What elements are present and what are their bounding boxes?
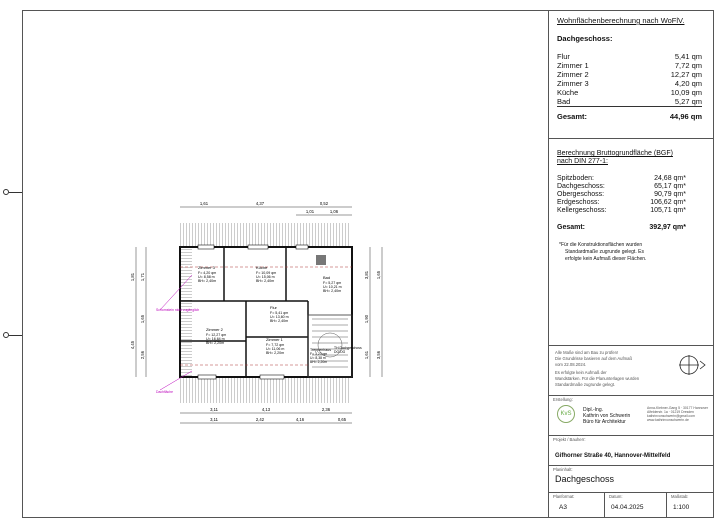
dim-top: 1,01 (305, 209, 315, 214)
projekt-section (549, 435, 714, 465)
planinhalt-section (549, 465, 714, 492)
room-kueche (256, 265, 276, 283)
bgf-note: *Für die Konstruktionsflächen wurden (559, 242, 643, 248)
dim-right: 3,56 (376, 350, 381, 360)
chimney (316, 255, 326, 265)
room-flur (270, 305, 289, 323)
window (248, 245, 268, 249)
dim-bottom: 3,11 (210, 407, 218, 412)
window (296, 245, 308, 249)
note-line: vom 22.08.2024. (555, 362, 587, 367)
svg-text:BH= 2,20m: BH= 2,20m (266, 351, 285, 355)
wohnflaeche-row: Küche 10,09 qm (557, 88, 702, 97)
annotation-roof: Dachfläche (156, 390, 173, 394)
svg-text:U= 15,06 m: U= 15,06 m (256, 275, 275, 279)
svg-text:BH= 2,40m: BH= 2,40m (270, 319, 289, 323)
architect-address: kathrinvonschwerin@gmail.com (647, 414, 695, 418)
svg-text:Bad: Bad (323, 275, 331, 280)
dim-bottom: 3,11 (210, 417, 218, 422)
room-bad (323, 275, 342, 293)
wohnflaeche-row: Zimmer 1 7,72 qm (557, 61, 702, 70)
svg-text:F= 5,27 qm: F= 5,27 qm (323, 281, 342, 285)
dim-top: 0,52 (319, 201, 329, 206)
wohnflaeche-row: Bad 5,27 qm (557, 97, 702, 106)
dim-top: 4,37 (255, 201, 265, 206)
svg-text:Zimmer 3: Zimmer 3 (198, 265, 215, 270)
dim-bottom: 4,16 (295, 417, 305, 422)
svg-text:BH= 2,20m: BH= 2,20m (310, 360, 328, 364)
roof-hatch-bottom (180, 377, 350, 403)
window (198, 375, 216, 379)
dim-bottom: 4,13 (261, 407, 271, 412)
room-treppenhaus (310, 348, 331, 364)
wohnflaeche-title: Wohnflächenberechnung nach WoFlV. (557, 16, 685, 25)
svg-text:BH= 2,40m: BH= 2,40m (256, 279, 275, 283)
bgf-note: erfolgte kein Aufmaß dieser Flächen. (565, 256, 647, 262)
architect-name: Dipl.-Ing. (583, 407, 604, 413)
svg-text:TH Dachgeschoss: TH Dachgeschoss (334, 346, 362, 350)
plan-meta-section (549, 492, 714, 518)
wohnflaeche-row: Zimmer 3 4,20 qm (557, 79, 702, 88)
dim-bottom: 2,36 (321, 407, 331, 412)
architect-address: Alfelderstr. 1a · 01219 Dresden (647, 410, 694, 414)
datum-value: 04.04.2025 (611, 504, 644, 511)
dim-bottom: 0,65 (337, 417, 347, 422)
note-line: Es erfolgte kein Aufmaß der (555, 370, 607, 375)
wohnflaeche-total: Gesamt: 44,96 qm (557, 112, 702, 121)
projekt-label: Projekt / Bauherr: (553, 437, 586, 442)
planinhalt-label: Planinhalt: (553, 467, 573, 472)
dim-right: 1,65 (376, 270, 381, 280)
svg-text:F= 12,27 qm: F= 12,27 qm (206, 333, 227, 337)
logo: KvS (557, 405, 575, 423)
dim-left: 1,71 (140, 272, 145, 282)
note-line: Die Grundrisse basieren auf dem Aufmaß (555, 356, 633, 361)
planformat-cell: Planformat: A3 (549, 492, 605, 518)
svg-text:U= 11,06 m: U= 11,06 m (266, 347, 285, 351)
bgf-row: Spitzboden: 24,68 qm* (557, 175, 686, 182)
svg-text:F= 3,23 qm: F= 3,23 qm (310, 352, 328, 356)
bgf-note: Standardmaße zugrunde gelegt. Es (565, 249, 644, 255)
wohnflaeche-row: Flur 5,41 qm (557, 52, 702, 61)
note-line: Wandstärken. Für die Planunterlagen wurden (555, 376, 640, 381)
dim-top: 1,06 (329, 209, 339, 214)
dim-right: 1,90 (364, 314, 369, 324)
svg-text:BH= 2,40m: BH= 2,40m (198, 279, 217, 283)
svg-text:F= 10,09 qm: F= 10,09 qm (256, 271, 277, 275)
architect-address: Anna-Kiebner-Gang 5 · 30177 Hannover (647, 406, 709, 410)
svg-text:Treppenhaus: Treppenhaus (310, 348, 332, 352)
dim-bottom: 2,42 (255, 417, 265, 422)
dim-left: 2,56 (140, 350, 145, 360)
svg-text:F= 4,20 qm: F= 4,20 qm (198, 271, 217, 275)
planinhalt-value: Dachgeschoss (555, 474, 615, 484)
north-arrow-icon (677, 353, 707, 377)
projekt-value: Gifhorner Straße 40, Hannover-Mittelfeld (555, 453, 671, 459)
svg-text:Flur: Flur (270, 305, 277, 310)
svg-text:U= 8,58 m: U= 8,58 m (198, 275, 215, 279)
room-zimmer-3 (198, 265, 216, 283)
architect-name: Büro für Architektur (583, 419, 626, 425)
bgf-total: Gesamt: 392,97 qm* (557, 224, 686, 231)
dim-right: 3,81 (364, 270, 369, 280)
room-zimmer-1 (266, 337, 284, 355)
floor-plan (120, 195, 410, 430)
datum-cell: Datum: 04.04.2025 (605, 492, 667, 518)
bgf-row: Kellergeschoss: 105,71 qm* (557, 207, 686, 214)
architect-address: www.kathrinvonschwerin.de (647, 418, 689, 422)
architect-name: Kathrin von Schwerin (583, 413, 631, 419)
dim-top: 1,61 (199, 201, 209, 206)
svg-text:U= 13,60 m: U= 13,60 m (270, 315, 289, 319)
erstellung-section (549, 395, 714, 435)
dim-left: 4,45 (130, 340, 135, 350)
svg-text:BH= 2,40m: BH= 2,40m (323, 289, 342, 293)
svg-text:Zimmer 1: Zimmer 1 (266, 337, 283, 342)
dim-right: 1,61 (364, 350, 369, 360)
note-line: Alle Maße sind am Bau zu prüfen! (555, 350, 619, 355)
room-th-dachgeschoss (334, 346, 362, 354)
bgf-section (549, 138, 714, 353)
svg-text:Zimmer 2: Zimmer 2 (206, 327, 223, 332)
bgf-subtitle: nach DIN 277-1: (557, 158, 608, 165)
massstab-cell: Maßstab: 1:100 (671, 494, 690, 511)
svg-text:U= 10,21 m: U= 10,21 m (323, 285, 342, 289)
window (260, 375, 284, 379)
bgf-title: Berechnung Bruttogrundfläche (BGF) (557, 150, 673, 157)
erstellung-label: Erstellung: (553, 397, 573, 402)
note-line: Standardmaße zugrunde gelegt. (555, 382, 616, 387)
svg-text:Küche: Küche (256, 265, 268, 270)
svg-text:U= 8,38 m: U= 8,38 m (310, 356, 326, 360)
bgf-row: Erdgeschoss: 106,62 qm* (557, 199, 686, 206)
roof-hatch-left (180, 247, 192, 377)
dim-left: 1,65 (140, 314, 145, 324)
svg-text:U= 16,64 m: U= 16,64 m (206, 337, 225, 341)
roof-hatch-top (180, 223, 350, 247)
svg-text:BH= 2,20m: BH= 2,20m (206, 341, 225, 345)
notes-section (549, 345, 714, 395)
wohnflaeche-row: Zimmer 2 12,27 qm (557, 70, 702, 79)
annotation-chimney: Schornstein nicht zugänglich (156, 308, 200, 312)
svg-text:F= 5,41 qm: F= 5,41 qm (270, 311, 289, 315)
title-block (548, 10, 714, 518)
wohnflaeche-floor: Dachgeschoss: (557, 34, 613, 43)
window (198, 245, 214, 249)
room-zimmer-2 (206, 327, 226, 345)
svg-text:F= 7,72 qm: F= 7,72 qm (266, 343, 285, 347)
planformat-value: A3 (559, 504, 567, 511)
svg-text:DG/OG: DG/OG (334, 350, 346, 354)
dim-left: 1,81 (130, 272, 135, 282)
wohnflaeche-section (549, 10, 714, 138)
bgf-row: Obergeschoss: 90,79 qm* (557, 191, 686, 198)
bgf-row: Dachgeschoss: 65,17 qm* (557, 183, 686, 190)
massstab-value: 1:100 (673, 504, 690, 511)
